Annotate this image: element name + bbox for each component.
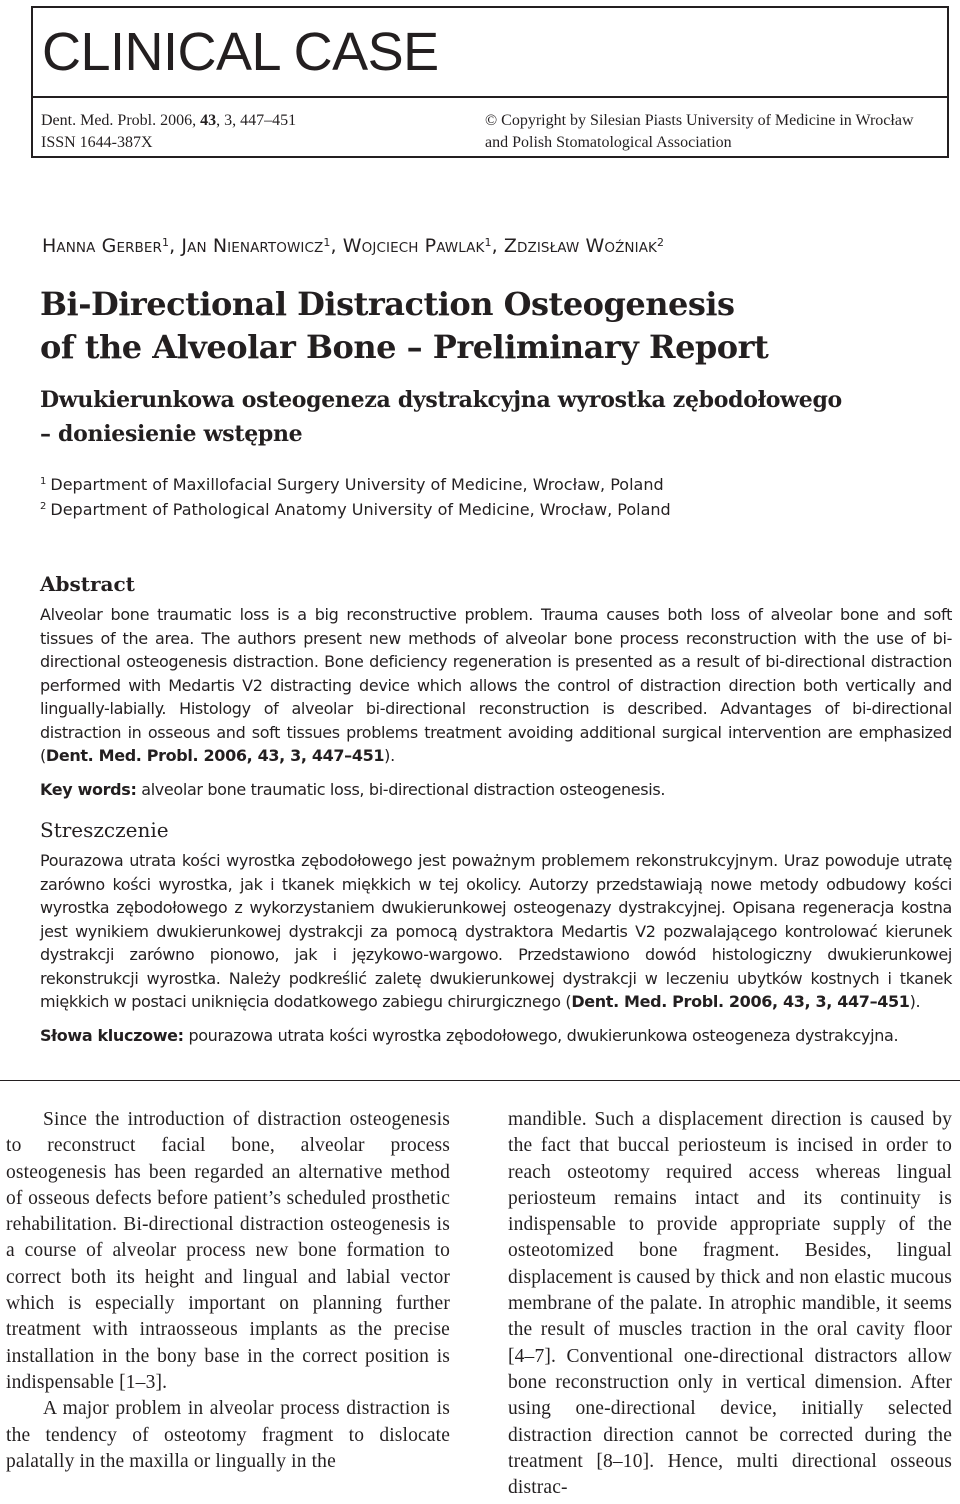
author: ZDZISŁAW WOŹNIAK$^2$ xyxy=(503,235,665,257)
journal-issn: ISSN 1644-387X xyxy=(41,134,153,151)
streszczenie-heading: Streszczenie xyxy=(40,818,169,842)
body-paragraph: mandible. Such a displacement direction is caused by the fact that buccal periosteum is incised in order to reach osteotomy required access whereas lingual periosteum remains intact and its continuity is indispensable to provide appropriate supply of the osteotomized bone fragment. Besides, lingual displacement is caused by thick and non elastic mucous membrane of the palate. In atrophic mandible, it seems the result of muscles traction in the oral cavity floor [4–7]. Conventional one-directional distractors allow bone reconstruction only in vertical dimension. After using one-directional device, initially selected distraction direction cannot be corrected during the treatment [8–10]. Hence, multi directional osseous distrac- xyxy=(508,1109,952,1499)
copyright-line-2: and Polish Stomatological Association xyxy=(485,134,732,151)
abstract-body: Alveolar bone traumatic loss is a big reconstructive problem. Trauma causes both loss of alveolar bone and soft tissues of the area. The authors present new methods of alveolar bone process reconstruction with the use of bi-directional osteogenesis distraction. Bone deficiency regeneration is presented as a result of bi-directional distraction performed with Medartis V2 distracting device which allows the control of distraction direction both vertically and lingually-labially. Histology of alveolar bi-directional reconstruction is described. Advantages of bi-directional distraction in osseous and soft tissues problems treatment avoiding additional surgical intervention are emphasized (Dent. Med. Probl. 2006, 43, 3, 447–451). xyxy=(40,605,952,765)
author: WOJCIECH PAWLAK$^1$ xyxy=(342,235,492,257)
body-paragraph: Since the introduction of distraction osteogenesis to reconstruct facial bone, alveolar process osteogenesis has been regarded an alternative method of osseous defects before patient’s scheduled prosthetic rehabilitation. Bi-directional distraction osteogenesis is a course of alveolar process new bone formation to correct both its height and lingual and labial vector which is especially important on planning further treatment with intraosseous implants as the precise installation in the bony base in the correct position is indispensable [1–3]. xyxy=(6,1109,450,1393)
author: JAN NIENARTOWICZ$^1$ xyxy=(181,235,331,257)
author-affiliation-mark: 1 xyxy=(323,236,331,249)
keywords xyxy=(40,778,952,801)
section-title: CLINICAL CASE xyxy=(42,22,439,82)
author: HANNA GERBER$^1$ xyxy=(42,235,170,257)
slowa-kluczowe-text: pourazowa utrata kości wyrostka zębodołowego, dwukierunkowa osteogeneza dystrakcyjna. xyxy=(183,1026,899,1045)
article-title: Bi-Directional Distraction Osteogenesis of the Alveolar Bone – Preliminary Report xyxy=(40,285,769,366)
journal-volume: 43 xyxy=(200,112,217,129)
copyright-notice xyxy=(485,110,914,154)
journal-issue-pages: , 3, 447–451 xyxy=(216,112,297,129)
journal-name: Dent. Med. Probl. xyxy=(41,112,157,129)
copyright-line-1: © Copyright by Silesian Piasts University of Medicine in Wrocław xyxy=(485,112,914,129)
article-title-polish: Dwukierunkowa osteogeneza dystrakcyjna wyrostka zębodołowego – doniesienie wstępne xyxy=(40,387,842,447)
author-affiliation-mark: 1 xyxy=(162,236,170,249)
body-paragraph: A major problem in alveolar process distraction is the tendency of osteotomy fragment to dislocate palatally in the maxilla or lingually in the xyxy=(6,1398,450,1472)
slowa-kluczowe-label: Słowa kluczowe: xyxy=(40,1026,184,1045)
author-affiliation-mark: 2 xyxy=(657,236,665,249)
keywords-text: alveolar bone traumatic loss, bi-directional distraction osteogenesis. xyxy=(136,780,666,799)
author-list: HANNA GERBER$^1$, JAN NIENARTOWICZ$^1$, WOJCIECH PAWLAK$^1$, ZDZISŁAW WOŹNIAK$^2$ xyxy=(42,235,665,257)
slowa-kluczowe xyxy=(40,1024,952,1047)
streszczenie-body: Pourazowa utrata kości wyrostka zębodołowego jest poważnym problemem rekonstrukcyjnym. Uraz powoduje utratę zarówno kości wyrostka, jak i tkanek miękkich w tej okolicy. Autorzy przedstawiają nowe metody odbudowy kości wyrostka zębodołowego z wykorzystaniem dwukierunkowej osteogenazy dystrakcyjnej. Opisana regeneracja kostna jest wynikiem dwukierunkowej dystrakcji za pomocą dystraktora Medartis V2 pozwalającego kontrolować kierunek dystrakcji zarówno pionowo, jak i językowo-wargowo. Przedstawiono dowód histologiczny dwukierunkowej rekonstrukcji wyrostka. Należy podkreślić zaletę dwukierunkowej dystrakcji w leczeniu ubytków kostnych i tkanek miękkich w postaci uniknięcia dodatkowego zabiegu chirurgicznego (Dent. Med. Probl. 2006, 43, 3, 447–451). xyxy=(40,851,952,1011)
affiliation: $^2$ Department of Pathological Anatomy University of Medicine, Wrocław, Poland xyxy=(40,500,671,519)
affiliations xyxy=(40,472,920,522)
abstract-heading: Abstract xyxy=(40,572,135,596)
keywords-label: Key words: xyxy=(40,780,137,799)
affiliation: $^1$ Department of Maxillofacial Surgery University of Medicine, Wrocław, Poland xyxy=(40,475,664,494)
journal-citation xyxy=(41,110,296,154)
journal-year: 2006, xyxy=(156,112,201,129)
author-affiliation-mark: 1 xyxy=(484,236,492,249)
journal-header xyxy=(31,6,949,158)
body-column-right xyxy=(508,1107,952,1501)
body-column-left xyxy=(6,1107,450,1475)
header-divider xyxy=(33,96,947,98)
section-divider xyxy=(0,1080,960,1081)
